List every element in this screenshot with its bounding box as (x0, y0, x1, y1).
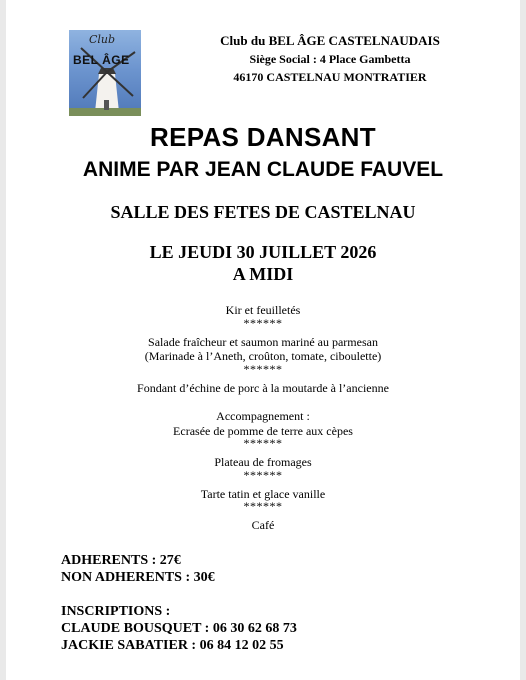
event-venue: SALLE DES FETES DE CASTELNAU (110, 202, 416, 222)
club-logo (69, 30, 141, 116)
menu-side-title: Accompagnement : (216, 409, 310, 423)
menu-separator: ****** (243, 315, 283, 330)
prices (61, 552, 215, 586)
menu-aperitif: Kir et feuilletés (225, 303, 301, 317)
club-name: Club du BEL ÂGE CASTELNAUDAIS (220, 33, 440, 48)
event-time: A MIDI (232, 264, 294, 284)
contact-2: JACKIE SABATIER : 06 84 12 02 55 (61, 638, 284, 653)
price-non-members: NON ADHERENTS : 30€ (61, 570, 215, 585)
logo-club-text: Club (89, 33, 116, 46)
event-title: REPAS DANSANT (150, 122, 376, 152)
menu-separator: ****** (243, 436, 283, 450)
event-subtitle: ANIME PAR JEAN CLAUDE FAUVEL (82, 158, 444, 181)
inscriptions-title: INSCRIPTIONS : (61, 604, 171, 619)
menu-main: Fondant d’échine de porc à la moutarde à l’ancienne (137, 380, 389, 395)
contact-1: CLAUDE BOUSQUET : 06 30 62 68 73 (61, 621, 297, 636)
menu-starter-detail: (Marinade à l’Aneth, croûton, tomate, ciboulette) (144, 349, 382, 363)
menu-starter: Salade fraîcheur et saumon mariné au parmesan (148, 334, 378, 349)
menu-side: Ecrasée de pomme de terre aux cèpes (173, 423, 353, 438)
menu-separator: ****** (243, 499, 283, 513)
menu (0, 303, 526, 533)
menu-separator: ****** (243, 361, 283, 376)
inscriptions (61, 603, 297, 654)
event-date: LE JEUDI 30 JUILLET 2026 (149, 242, 377, 262)
menu-cheese: Plateau de fromages (214, 455, 312, 469)
club-address: Siège Social : 4 Place Gambetta (249, 52, 411, 66)
club-header (200, 32, 460, 86)
menu-separator: ****** (243, 467, 283, 482)
menu-coffee: Café (251, 518, 275, 532)
logo-name-text: BEL ÂGE (73, 53, 130, 67)
club-city: 46170 CASTELNAU MONTRATIER (233, 70, 427, 84)
menu-dessert: Tarte tatin et glace vanille (200, 486, 326, 501)
price-members: ADHERENTS : 27€ (61, 553, 181, 568)
